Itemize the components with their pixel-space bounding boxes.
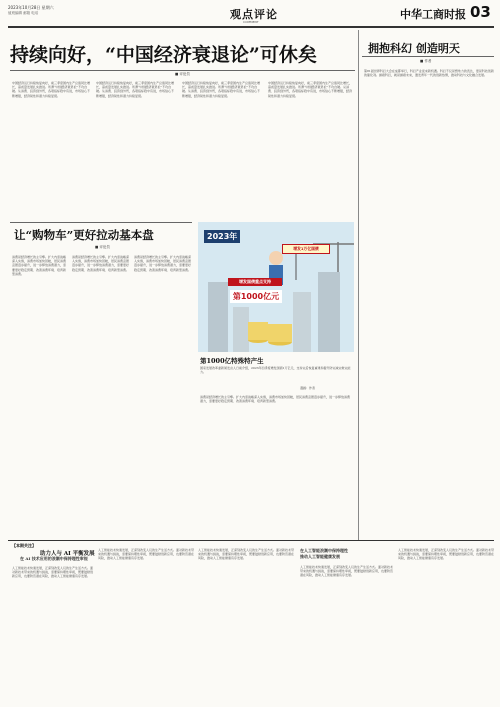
date-line: 2023年10月28日 星期六 (8, 5, 54, 10)
lead-col-1 (12, 78, 90, 216)
cartoon-sign-big: 第1000亿元 (230, 290, 282, 303)
car-col-3 (134, 252, 192, 522)
bottom-body-1: 人工智能技术快速发展，正深刻改变人们的生产生活方式。面对新技术带来的机遇与挑战，需要保持理性审视，既要鼓励创新应用，也要防范潜在风险，推动人工智能健康有序发展。 (12, 566, 94, 579)
lead-body-2: 中国经济运行持续恢复向好，前三季度国内生产总值同比增长，高质量发展扎实推进。所谓“中国经济衰退论”不攻自破。从消费、投资到外贸，各项指标稳中有进，市场信心不断增强，经济韧性和潜力持续显现。 (96, 81, 175, 98)
cartoon-sign-top: 增发1万亿国债 (282, 244, 330, 254)
car-body-2: 消费是经济增长的主引擎。扩大内需战略深入实施，消费市场加快回暖，居民消费意愿逐步提升，进一步释放消费潜力，需要更好稳定预期、改善消费环境、培育新型消费。 (72, 255, 130, 272)
car-col-2 (72, 252, 130, 522)
contact-line: 值班编辑 邮箱 电话 (8, 11, 39, 15)
lead-col-3 (182, 78, 262, 216)
bottom-body-5: 人工智能技术快速发展，正深刻改变人们的生产生活方式。面对新技术带来的机遇与挑战，需要保持理性审视，既要鼓励创新应用，也要防范潜在风险，推动人工智能健康有序发展。 (398, 548, 494, 561)
car-body-3: 消费是经济增长的主引擎。扩大内需战略深入实施，消费市场加快回暖，居民消费意愿逐步提升，进一步释放消费潜力，需要更好稳定预期、改善消费环境、培育新型消费。 (134, 255, 192, 272)
bottom-body-2: 人工智能技术快速发展，正深刻改变人们的生产生活方式。面对新技术带来的机遇与挑战，需要保持理性审视，既要鼓励创新应用，也要防范潜在风险，推动人工智能健康有序发展。 (98, 548, 194, 561)
bottom-mid-subhead-2: 推动人工智能健康发展 (300, 554, 340, 559)
bottom-col-4 (300, 562, 394, 701)
cartoon-caption: 国家发展改革委新闻发言人日前介绍，2023年四季度增发国债1万亿元，支持灾后恢复重建和提升防灾减灾救灾能力。 (200, 366, 351, 375)
cartoon-sign-main: 增发国债重点支持 (228, 278, 282, 286)
lead-body-3: 中国经济运行持续恢复向好，前三季度国内生产总值同比增长，高质量发展扎实推进。所谓“中国经济衰退论”不攻自破。从消费、投资到外贸，各项指标稳中有进，市场信心不断增强，经济韧性和潜力持续显现。 (182, 81, 261, 98)
right-rule (362, 56, 494, 57)
lead-col-2 (96, 78, 176, 216)
car-col-1 (12, 252, 68, 522)
bottom-body-3: 人工智能技术快速发展，正深刻改变人们的生产生活方式。面对新技术带来的机遇与挑战，需要保持理性审视，既要鼓励创新应用，也要防范潜在风险，推动人工智能健康有序发展。 (198, 548, 294, 561)
car-rule-top (10, 222, 192, 223)
bottom-body-4: 人工智能技术快速发展，正深刻改变人们的生产生活方式。面对新技术带来的机遇与挑战，需要保持理性审视，既要鼓励创新应用，也要防范潜在风险，推动人工智能健康有序发展。 (300, 565, 394, 578)
lead-byline: ■ 评论员 (175, 72, 190, 76)
cartoon-year-label: 2023年 (204, 230, 240, 243)
cartoon-title: 第1000亿特殊特产生 (200, 357, 264, 365)
car-byline: ■ 评论员 (95, 245, 110, 249)
cartoon-lower-body: 消费是经济增长的主引擎。扩大内需战略深入实施，消费市场加快回暖，居民消费意愿逐步提升，进一步释放消费潜力，需要更好稳定预期、改善消费环境、培育新型消费。 (200, 395, 351, 404)
bottom-tag: 【本期关注】 (12, 543, 36, 548)
right-body: 第81届世界科幻大会在成都举行，科幻产业迎来新机遇。科幻不仅是想象力的表达，更是科技创新的催化剂。拥抱科幻，就是拥抱未来，激发青年一代的创新热情，推动科技与文化融合发展。 (364, 69, 494, 78)
page-number: 03 (470, 3, 491, 21)
paper-name: 中华工商时报 (400, 8, 466, 21)
bottom-col-5 (398, 545, 494, 701)
lead-rule (10, 70, 355, 71)
lead-body-4: 中国经济运行持续恢复向好，前三季度国内生产总值同比增长，高质量发展扎实推进。所谓“中国经济衰退论”不攻自破。从消费、投资到外贸，各项指标稳中有进，市场信心不断增强，经济韧性和潜力持续显现。 (268, 81, 353, 98)
section-sub: COMMENT (243, 20, 259, 24)
column-divider (358, 30, 359, 540)
right-headline: 拥抱科幻 创造明天 (368, 42, 460, 55)
bottom-mid-subhead: 在人工智能浪潮中保持理性 (300, 548, 348, 553)
right-col (364, 66, 494, 536)
bottom-col-3 (198, 545, 294, 701)
car-body-1: 消费是经济增长的主引擎。扩大内需战略深入实施，消费市场加快回暖，居民消费意愿逐步提升，进一步释放消费潜力，需要更好稳定预期、改善消费环境、培育新型消费。 (12, 255, 67, 276)
bottom-col-1 (12, 563, 94, 701)
lead-col-4 (268, 78, 354, 216)
lead-body-1: 中国经济运行持续恢复向好，前三季度国内生产总值同比增长，高质量发展扎实推进。所谓“中国经济衰退论”不攻自破。从消费、投资到外贸，各项指标稳中有进，市场信心不断增强，经济韧性和潜力持续显现。 (12, 81, 90, 98)
section-label: 观点评论 (230, 8, 278, 21)
bottom-headline: 助力人与 AI 平衡发展 (40, 551, 95, 557)
right-byline: ■ 作者 (420, 59, 432, 63)
car-headline: 让“购物车”更好拉动基本盘 (14, 228, 154, 242)
cartoon-lower-text (200, 392, 352, 532)
bottom-rule (8, 540, 494, 541)
bottom-col-2 (98, 545, 194, 701)
bottom-subhead: 在 AI 技术应用的浪潮中保持理性审视 (20, 556, 88, 561)
masthead-rule (8, 26, 494, 28)
lead-headline: 持续向好，“中国经济衰退论”可休矣 (10, 44, 317, 66)
cartoon-credit: 漫画：作者 (300, 386, 316, 390)
